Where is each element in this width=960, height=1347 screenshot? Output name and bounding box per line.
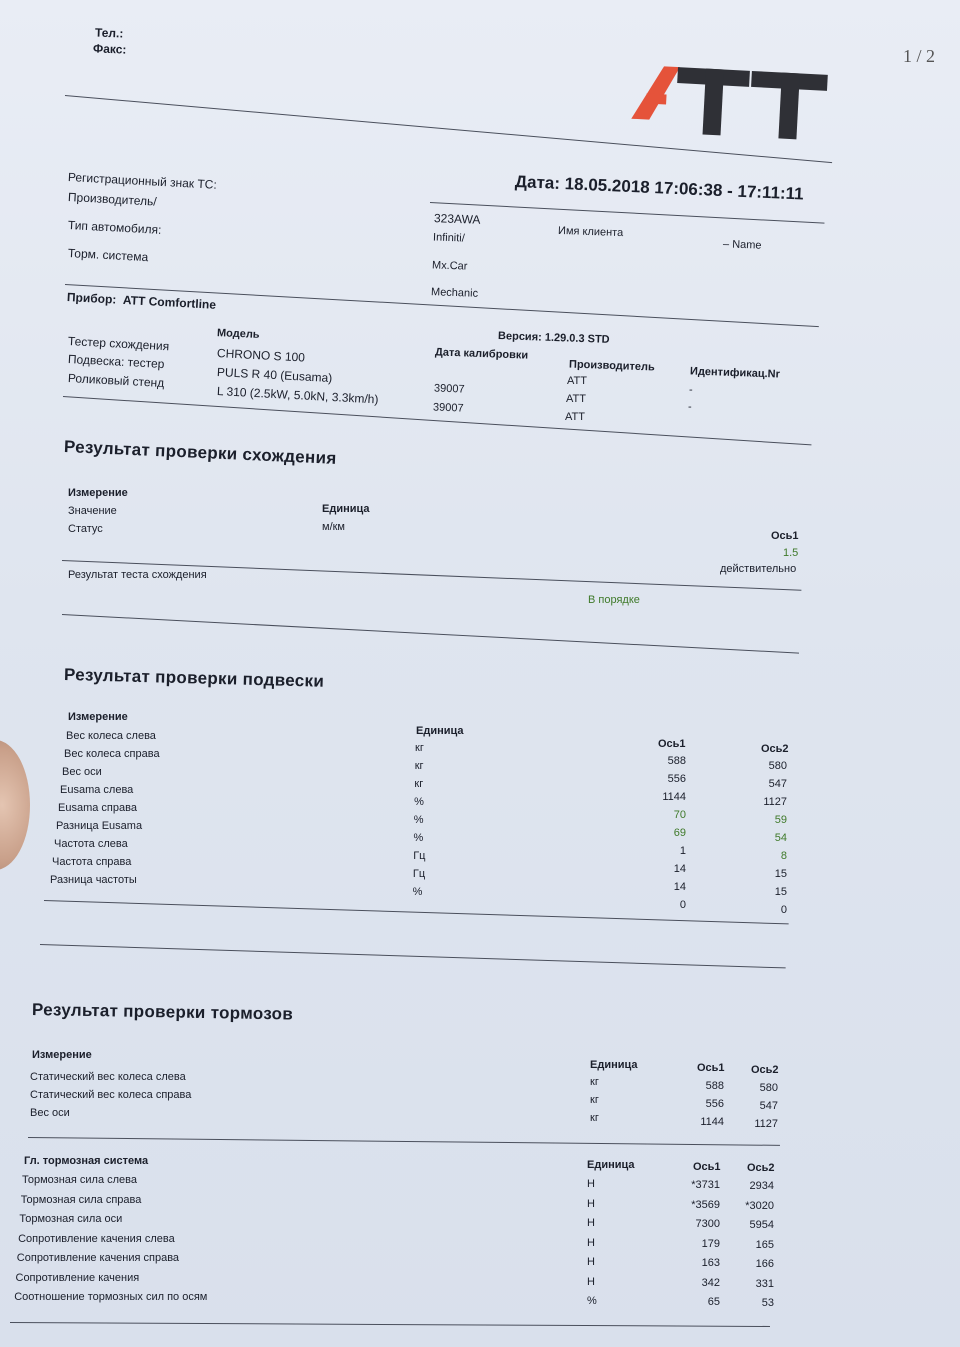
device-row-model: CHRONO S 100 — [216, 346, 306, 365]
suspension-row-axle2: 15 — [774, 868, 787, 880]
suspension-row-unit: кг — [414, 778, 424, 790]
suspension-row-name: Eusama слева — [60, 784, 134, 796]
suspension-row-name: Вес колеса слева — [66, 730, 156, 742]
brakes-axle1: Ось1 — [697, 1062, 725, 1074]
brakes-main-row-axle2: 165 — [755, 1238, 774, 1251]
suspension-row-axle2: 59 — [774, 814, 787, 826]
device-name: ATT Comfortline — [122, 292, 217, 312]
brakes-main-row-axle1: 179 — [701, 1237, 720, 1250]
device-row-calib: 39007 — [432, 401, 464, 415]
brakes-main-row-axle2: 5954 — [749, 1219, 774, 1231]
device-row-name: Роликовый стенд — [67, 371, 165, 391]
brakes-main-row-name: Сопротивление качения слева — [18, 1232, 175, 1245]
suspension-row-unit: % — [413, 814, 424, 826]
reg-value: 323AWA — [433, 211, 481, 227]
brakes-main-row-unit: Н — [587, 1178, 595, 1190]
brakes-weight-row-axle2: 547 — [759, 1100, 778, 1112]
alignment-value-label: Значение — [68, 505, 117, 517]
brakes-main-row-name: Тормозная сила слева — [22, 1174, 138, 1186]
suspension-axle1: Ось1 — [658, 738, 686, 750]
brakes-main-row-axle1: 7300 — [695, 1218, 720, 1230]
device-row-maker: ATT — [565, 411, 585, 423]
suspension-row-axle2: 54 — [774, 832, 787, 844]
suspension-row-axle2: 15 — [774, 886, 787, 898]
reg-label: Регистрационный знак ТС: — [67, 170, 218, 192]
att-logo — [626, 57, 840, 158]
suspension-row-unit: % — [413, 832, 424, 844]
brakes-weight-row-name: Статический вес колеса слева — [30, 1071, 186, 1083]
device-row-model: L 310 (2.5kW, 5.0kN, 3.3km/h) — [216, 384, 379, 407]
brakes-measure-label: Измерение — [32, 1049, 92, 1061]
brakes-main-label: Гл. тормозная система — [24, 1155, 149, 1167]
brakes-main-row-unit: % — [587, 1295, 597, 1307]
brakes-main-row-unit: Н — [587, 1197, 595, 1210]
suspension-row-axle2: 580 — [768, 760, 787, 772]
brakes-main-row-axle1: 65 — [707, 1296, 720, 1308]
suspension-row-name: Частота справа — [52, 856, 132, 868]
suspension-row-axle1: 70 — [673, 809, 686, 821]
brakes-main-row-axle2: 53 — [761, 1297, 774, 1309]
suspension-row-axle2: 547 — [768, 778, 787, 790]
col-model: Модель — [216, 327, 260, 341]
page-number: 1 / 2 — [903, 46, 936, 66]
brakes-weight-row-axle2: 580 — [759, 1082, 778, 1094]
device-row-id: - — [689, 384, 693, 396]
alignment-unit: м/км — [322, 521, 345, 533]
brakes-main-row-axle1: *3731 — [691, 1179, 720, 1191]
brakes-main-row-name: Соотношение тормозных сил по осям — [14, 1291, 208, 1303]
brakes-weight-row-name: Вес оси — [30, 1107, 70, 1119]
brake-system-value: Mechanic — [430, 286, 479, 300]
suspension-row-name: Вес колеса справа — [64, 748, 160, 760]
suspension-row-name: Частота слева — [54, 838, 128, 850]
brake-system-label: Торм. система — [67, 246, 149, 265]
brakes-title: Результат проверки тормозов — [31, 1000, 294, 1024]
suspension-row-name: Eusama справа — [58, 802, 137, 814]
brakes-main-row-name: Сопротивление качения — [15, 1271, 140, 1284]
suspension-row-axle1: 69 — [673, 827, 686, 839]
tel-label: Тел.: — [94, 25, 124, 41]
brakes-weight-row-axle1: 556 — [705, 1098, 724, 1110]
device-row-maker: ATT — [567, 375, 587, 387]
alignment-axle: Ось1 — [771, 530, 799, 542]
suspension-row-axle1: 0 — [679, 899, 686, 911]
brakes-main-row-axle2: 331 — [755, 1277, 774, 1290]
col-maker: Производитель — [568, 358, 655, 374]
device-row-maker: ATT — [566, 393, 586, 405]
suspension-row-axle1: 556 — [667, 773, 686, 785]
maker-value: Infiniti/ — [432, 231, 465, 245]
att-logo-mark — [626, 57, 840, 158]
device-label — [67, 290, 217, 312]
brakes-main-row-name: Тормозная сила оси — [19, 1213, 123, 1225]
brakes-main-row-unit: Н — [587, 1217, 595, 1229]
suspension-row-unit: Гц — [412, 868, 426, 880]
brakes-main-axle2: Ось2 — [747, 1162, 775, 1174]
suspension-row-unit: Гц — [413, 850, 426, 862]
brakes-unit-label: Единица — [590, 1059, 638, 1071]
brakes-weight-row-unit: кг — [590, 1112, 599, 1124]
suspension-row-name: Вес оси — [62, 766, 102, 778]
device-version: Версия: 1.29.0.3 STD — [497, 330, 610, 346]
suspension-axle2: Ось2 — [761, 743, 789, 755]
brakes-main-row-axle1: 342 — [701, 1276, 720, 1289]
alignment-unit-label: Единица — [322, 503, 370, 515]
suspension-row-unit: % — [414, 796, 424, 808]
suspension-row-axle1: 1 — [679, 845, 686, 857]
brakes-weight-row-name: Статический вес колеса справа — [30, 1089, 192, 1101]
alignment-status-label: Статус — [68, 523, 103, 535]
report-date: Дата: 18.05.2018 17:06:38 - 17:11:11 — [514, 172, 805, 204]
brakes-weight-row-axle1: 588 — [705, 1080, 724, 1092]
suspension-row-axle2: 0 — [780, 904, 787, 916]
brakes-weight-row-axle1: 1144 — [700, 1116, 724, 1128]
maker-label: Производитель/ — [67, 190, 158, 209]
brakes-main-row-axle1: *3569 — [691, 1198, 720, 1211]
brakes-weight-row-unit: кг — [590, 1076, 599, 1088]
suspension-row-axle1: 588 — [667, 755, 686, 767]
divider — [40, 944, 786, 968]
brakes-main-row-unit: Н — [587, 1256, 595, 1268]
suspension-row-unit: кг — [415, 742, 424, 754]
brakes-main-row-axle2: 166 — [755, 1258, 774, 1270]
fax-label: Факс: — [92, 41, 127, 57]
device-row-name: Подвеска: тестер — [67, 352, 165, 372]
suspension-row-name: Разница частоты — [50, 874, 137, 886]
suspension-row-axle1: 1144 — [662, 791, 686, 803]
suspension-row-axle2: 1127 — [763, 796, 787, 808]
suspension-row-axle2: 8 — [780, 850, 787, 862]
suspension-row-unit: % — [412, 886, 423, 898]
client-value: – Name — [722, 238, 762, 252]
divider — [10, 1322, 770, 1327]
brakes-weight-row-unit: кг — [590, 1094, 599, 1106]
suspension-measure-label: Измерение — [68, 711, 128, 723]
col-id: Идентификац.Nr — [689, 365, 781, 381]
suspension-row-unit: кг — [414, 760, 424, 772]
device-row-model: PULS R 40 (Eusama) — [216, 365, 333, 386]
brakes-axle2: Ось2 — [751, 1064, 779, 1076]
suspension-unit-label: Единица — [416, 725, 464, 737]
alignment-measure-label: Измерение — [68, 487, 128, 499]
type-label: Тип автомобиля: — [67, 218, 162, 237]
brakes-main-unit-label: Единица — [587, 1159, 635, 1171]
thumb — [0, 740, 30, 870]
divider — [62, 614, 799, 654]
brakes-main-row-axle1: 163 — [701, 1257, 720, 1269]
suspension-row-name: Разница Eusama — [56, 820, 143, 832]
suspension-row-axle1: 14 — [673, 881, 686, 893]
divider — [28, 1137, 780, 1146]
client-label: Имя клиента — [557, 224, 624, 240]
suspension-title: Результат проверки подвески — [63, 665, 325, 691]
device-row-calib: 39007 — [433, 382, 465, 396]
brakes-main-row-unit: Н — [587, 1275, 595, 1288]
brakes-main-row-name: Тормозная сила справа — [20, 1193, 142, 1206]
brakes-main-row-axle2: 2934 — [749, 1180, 774, 1192]
device-label-text: Прибор: — [66, 290, 117, 307]
alignment-title: Результат проверки схождения — [63, 437, 337, 468]
col-calib: Дата калибровки — [434, 346, 529, 362]
suspension-row-axle1: 14 — [673, 863, 686, 875]
device-row-id: - — [688, 401, 692, 413]
type-value: Mx.Car — [431, 259, 468, 273]
alignment-result-label: Результат теста схождения — [68, 569, 207, 581]
brakes-weight-row-axle2: 1127 — [754, 1118, 778, 1130]
alignment-axle-status: действительно — [720, 563, 797, 575]
alignment-result-value: В порядке — [588, 594, 640, 606]
divider — [430, 202, 825, 224]
divider — [44, 900, 789, 924]
brakes-main-row-name: Сопротивление качения справа — [16, 1252, 180, 1264]
brakes-main-row-unit: Н — [587, 1236, 595, 1249]
brakes-main-axle1: Ось1 — [693, 1161, 721, 1173]
brakes-main-row-axle2: *3020 — [745, 1199, 774, 1212]
alignment-axle-value: 1.5 — [783, 547, 799, 559]
device-row-name: Тестер схождения — [67, 334, 170, 354]
